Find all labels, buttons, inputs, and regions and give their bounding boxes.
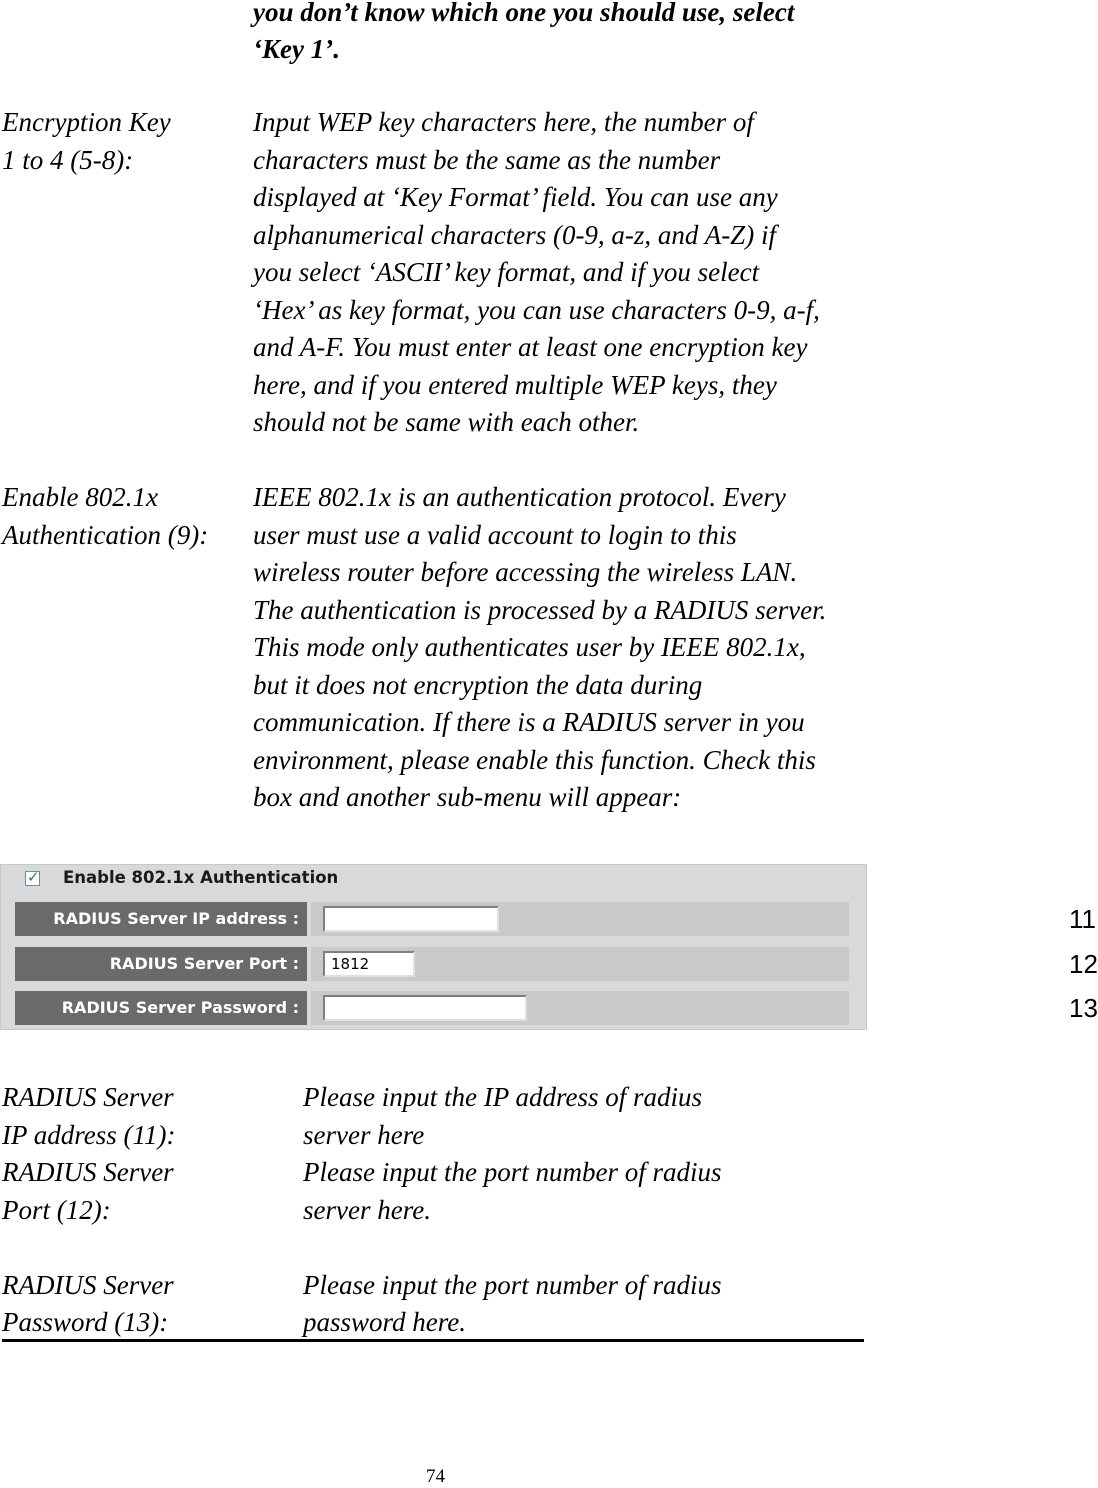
enable-8021x-label-2: Authentication (9): bbox=[2, 520, 209, 550]
encryption-key-desc-line: here, and if you entered multiple WEP keys, they bbox=[253, 370, 777, 400]
encryption-key-desc-line: ‘Hex’ as key format, you can use characters 0-9, a-f, bbox=[253, 295, 820, 325]
encryption-key-desc-line: characters must be the same as the number bbox=[253, 145, 721, 175]
encryption-key-desc-line: alphanumerical characters (0-9, a-z, and A-Z) if bbox=[253, 220, 776, 250]
radius-port-field-area bbox=[311, 947, 1098, 981]
radius-ip-desc-line: Please input the IP address of radius bbox=[303, 1082, 702, 1112]
encryption-key-desc-line: should not be same with each other. bbox=[253, 407, 640, 437]
radius-ip-desc-label-2: IP address (11): bbox=[2, 1120, 176, 1150]
enable-8021x-desc-line: IEEE 802.1x is an authentication protocol. Every bbox=[253, 482, 786, 512]
radius-port-input[interactable]: 1812 bbox=[323, 951, 415, 977]
radius-port-desc-line: server here. bbox=[303, 1195, 431, 1225]
encryption-key-desc-line: Input WEP key characters here, the number of bbox=[253, 107, 754, 137]
radius-password-desc-line: Please input the port number of radius bbox=[303, 1270, 722, 1300]
radius-password-desc-label-2: Password (13): bbox=[2, 1307, 169, 1337]
radius-ip-label: RADIUS Server IP address : bbox=[15, 902, 307, 936]
radius-port-row bbox=[15, 947, 1098, 981]
radius-port-desc-label-1: RADIUS Server bbox=[2, 1157, 174, 1187]
encryption-key-desc-line: and A-F. You must enter at least one encryption key bbox=[253, 332, 808, 362]
radius-password-desc-label-1: RADIUS Server bbox=[2, 1270, 174, 1300]
intro-line-2: ‘Key 1’. bbox=[253, 34, 340, 64]
checkmark-icon: ✓ bbox=[27, 868, 40, 886]
encryption-key-label-1: Encryption Key bbox=[2, 107, 171, 137]
radius-ip-row bbox=[15, 902, 1096, 936]
callout-number: 11 bbox=[1069, 904, 1096, 934]
intro-line-1: you don’t know which one you should use, select bbox=[253, 0, 795, 27]
enable-8021x-checkbox-label: Enable 802.1x Authentication bbox=[63, 868, 339, 887]
radius-password-row bbox=[15, 991, 1098, 1025]
radius-ip-field-area bbox=[311, 902, 1096, 936]
enable-8021x-desc-line: This mode only authenticates user by IEEE 802.1x, bbox=[253, 632, 806, 662]
section-divider bbox=[2, 1339, 864, 1342]
callout-number: 12 bbox=[1069, 949, 1098, 979]
radius-port-desc-line: Please input the port number of radius bbox=[303, 1157, 722, 1187]
radius-port-desc-label-2: Port (12): bbox=[2, 1195, 111, 1225]
enable-8021x-desc-line: but it does not encryption the data during bbox=[253, 670, 703, 700]
enable-8021x-desc-line: The authentication is processed by a RADIUS server. bbox=[253, 595, 827, 625]
radius-ip-input[interactable] bbox=[323, 906, 499, 932]
encryption-key-label-2: 1 to 4 (5-8): bbox=[2, 145, 134, 175]
encryption-key-desc-line: displayed at ‘Key Format’ field. You can use any bbox=[253, 182, 778, 212]
enable-8021x-label-1: Enable 802.1x bbox=[2, 482, 158, 512]
radius-ip-desc-line: server here bbox=[303, 1120, 425, 1150]
enable-8021x-desc-line: communication. If there is a RADIUS server in you bbox=[253, 707, 805, 737]
callout-number: 13 bbox=[1069, 993, 1098, 1023]
enable-8021x-desc-line: environment, please enable this function. Check this bbox=[253, 745, 816, 775]
radius-password-field-area bbox=[311, 991, 1098, 1025]
enable-8021x-checkbox[interactable] bbox=[25, 868, 40, 886]
page-number: 74 bbox=[426, 1466, 445, 1487]
radius-password-input[interactable] bbox=[323, 995, 527, 1021]
encryption-key-desc-line: you select ‘ASCII’ key format, and if you select bbox=[253, 257, 760, 287]
enable-8021x-desc-line: user must use a valid account to login to this bbox=[253, 520, 737, 550]
enable-8021x-desc-line: wireless router before accessing the wireless LAN. bbox=[253, 557, 798, 587]
radius-password-desc-line: password here. bbox=[303, 1307, 467, 1337]
radius-port-label: RADIUS Server Port : bbox=[15, 947, 307, 981]
enable-8021x-desc-line: box and another sub-menu will appear: bbox=[253, 782, 682, 812]
radius-ip-desc-label-1: RADIUS Server bbox=[2, 1082, 174, 1112]
radius-password-label: RADIUS Server Password : bbox=[15, 991, 307, 1025]
radius-settings-screenshot bbox=[0, 864, 1098, 1030]
